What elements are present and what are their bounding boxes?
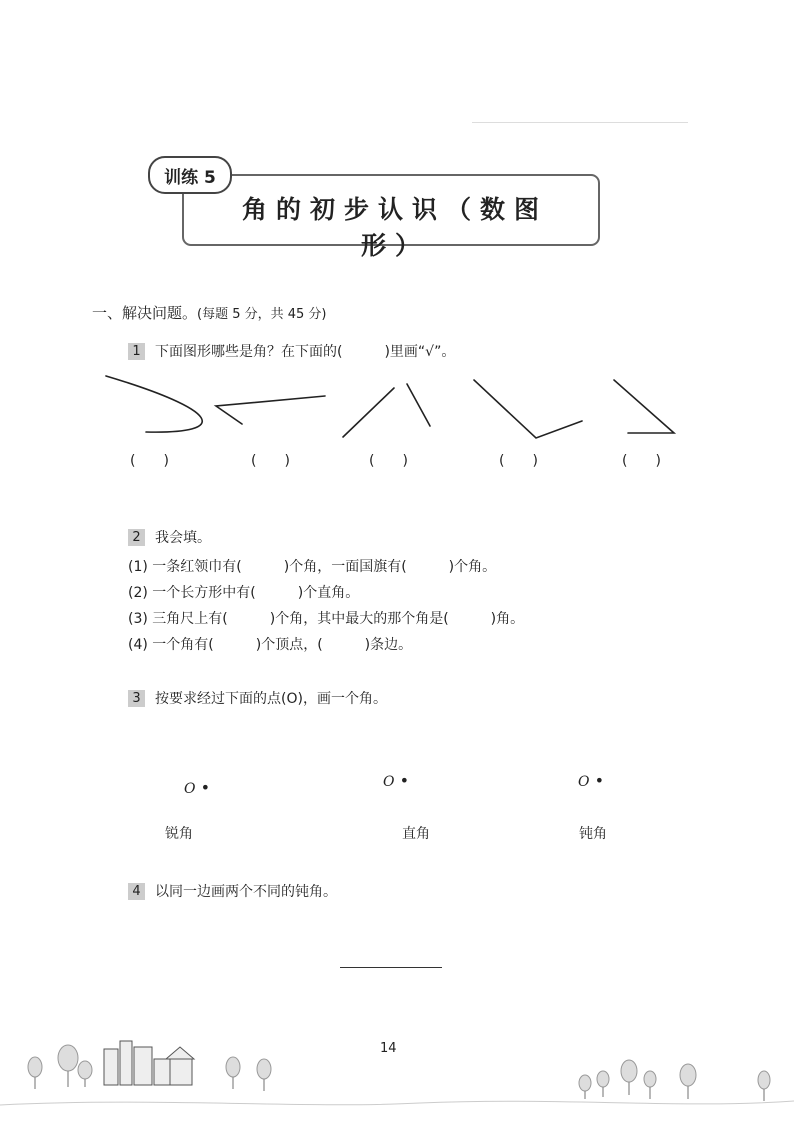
fill-item-3: (3) 三角尺上有( )个角，其中最大的那个角是( )角。 [128,611,525,627]
point-dot: • [195,778,211,797]
bottom-rule [340,967,442,968]
answer-blank-5[interactable]: ( ) [622,453,661,469]
figure-separated-lines-a [343,388,394,437]
section-heading [92,302,327,323]
point-o-right [383,771,409,790]
q1-figures [0,360,794,450]
fill-item-4: (4) 一个角有( )个顶点，( )条边。 [128,637,413,653]
question-text: 按要求经过下面的点(O)，画一个角。 [155,691,387,707]
question-1 [128,341,455,361]
question-text: 下面图形哪些是角？在下面的( )里画“√”。 [155,344,456,360]
ground-line [0,1101,794,1105]
label-acute: 锐角 [165,826,193,842]
answer-blank-3[interactable]: ( ) [369,453,408,469]
exercise-tag: 训练 5 [148,156,232,194]
point-dot: • [589,771,605,790]
fill-item-2: (2) 一个长方形中有( )个直角。 [128,585,360,601]
question-2 [128,527,211,547]
section-note: (每题 5 分，共 45 分) [197,307,327,322]
point-label: O [184,781,196,797]
tree-icon [644,1071,656,1087]
point-label: O [383,774,395,790]
tree-icon [58,1045,78,1071]
answer-blank-1[interactable]: ( ) [130,453,169,469]
fill-item-1: (1) 一条红领巾有( )个角，一面国旗有( )个角。 [128,559,497,575]
tree-icon [226,1057,240,1077]
question-number: 4 [128,883,145,900]
question-4 [128,881,337,901]
label-right: 直角 [402,826,430,842]
question-text: 以同一边画两个不同的钝角。 [155,884,337,900]
question-text: 我会填。 [155,530,211,546]
top-rule [472,122,688,123]
figure-angle-a [474,380,582,438]
point-label: O [578,774,590,790]
label-obtuse: 钝角 [579,826,607,842]
tree-icon [758,1071,770,1089]
question-3 [128,688,387,708]
answer-blank-4[interactable]: ( ) [499,453,538,469]
question-number: 3 [128,690,145,707]
point-o-acute [184,778,210,797]
footer-decoration [0,1025,794,1122]
section-title: 一、解决问题。 [92,304,198,322]
tree-icon [28,1057,42,1077]
house-icon [104,1041,194,1085]
tree-icon [257,1059,271,1079]
page-title: 角的初步认识（数图形） [241,195,548,260]
figure-angle-b [614,380,674,433]
point-o-obtuse [578,771,604,790]
tree-icon [680,1064,696,1086]
question-number: 2 [128,529,145,546]
figure-open-angle [216,396,325,424]
figure-curve [106,376,202,432]
tree-icon [597,1071,609,1087]
answer-blank-2[interactable]: ( ) [251,453,290,469]
tree-icon [78,1061,92,1079]
page-number: 14 [380,1041,397,1056]
tree-icon [621,1060,637,1082]
figure-separated-lines-b [407,384,430,426]
point-dot: • [394,771,410,790]
question-number: 1 [128,343,145,360]
tree-icon [579,1075,591,1091]
